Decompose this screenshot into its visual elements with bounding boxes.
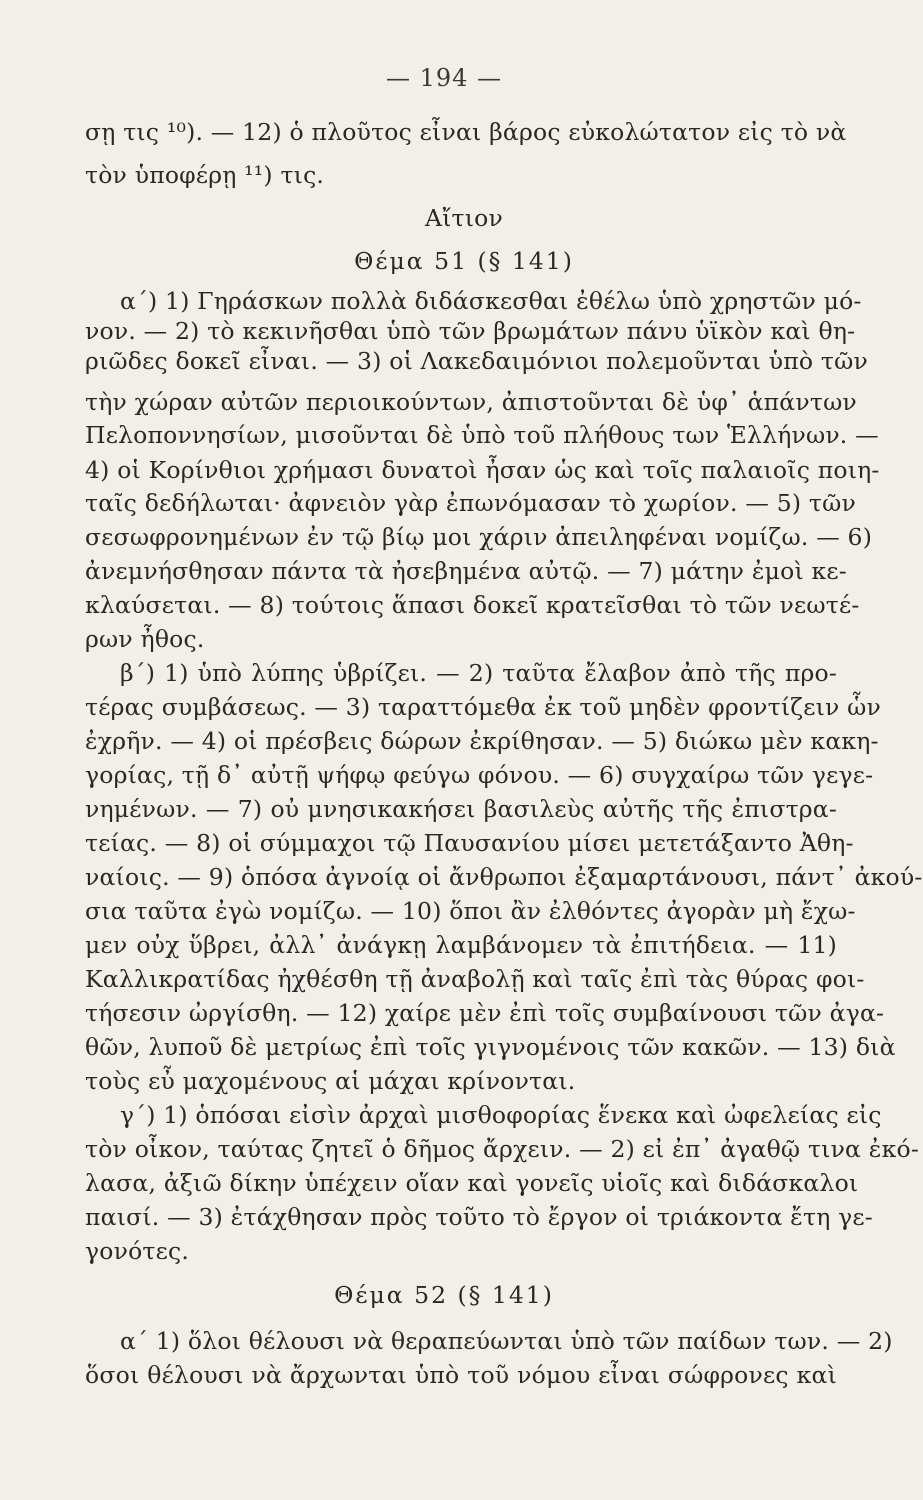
text-line: σεσωφρονημένων ἐν τῷ βίῳ μοι χάριν ἀπειληφέναι νομίζω. — 6) — [85, 523, 873, 551]
text-line: γ΄) 1) ὁπόσαι εἰσὶν ἀρχαὶ μισθοφορίας ἕνεκα καὶ ὠφελείας εἰς — [120, 1101, 882, 1129]
text-line: ταῖς δεδήλωται· ἀφνειὸν γὰρ ἐπωνόμασαν τὸ χωρίον. — 5) τῶν — [85, 489, 856, 517]
text-line: ἀνεμνήσθησαν πάντα τὰ ἠσεβημένα αὐτῷ. — 7) μάτην ἐμοὶ κε- — [85, 557, 847, 585]
text-line: νον. — 2) τὸ κεκινῆσθαι ὑπὸ τῶν βρωμάτων πάνυ ὑϊκὸν καὶ θη- — [85, 317, 856, 345]
text-line: τὴν χώραν αὐτῶν περιοικούντων, ἀπιστοῦνται δὲ ὑφ᾽ ἁπάντων — [85, 388, 857, 416]
page-number: — 194 — — [385, 64, 503, 92]
text-line: θῶν, λυποῦ δὲ μετρίως ἐπὶ τοῖς γιγνομένοις τῶν κακῶν. — 13) διὰ — [85, 1033, 896, 1061]
text-line: σῃ τις ¹⁰). — 12) ὁ πλοῦτος εἶναι βάρος εὐκολώτατον εἰς τὸ νὰ — [85, 118, 847, 146]
text-line: ὅσοι θέλουσι νὰ ἄρχωνται ὑπὸ τοῦ νόμου εἶναι σώφρονες καὶ — [85, 1361, 837, 1389]
text-line: τὸν ὑποφέρῃ ¹¹) τις. — [85, 161, 325, 189]
text-line: ναίοις. — 9) ὁπόσα ἀγνοίᾳ οἱ ἄνθρωποι ἐξαμαρτάνουσι, πάντ᾽ ἀκού- — [85, 863, 923, 891]
text-line: τήσεσιν ὠργίσθη. — 12) χαίρε μὲν ἐπὶ τοῖς συμβαίνουσι τῶν ἀγα- — [85, 999, 885, 1027]
text-line: τὸν οἶκον, ταύτας ζητεῖ ὁ δῆμος ἄρχειν. — 2) εἰ ἐπ᾽ ἀγαθῷ τινα ἐκό- — [85, 1135, 919, 1163]
text-line: ἐχρῆν. — 4) οἱ πρέσβεις δώρων ἐκρίθησαν. — 5) διώκω μὲν κακη- — [85, 727, 879, 755]
text-line: τέρας συμβάσεως. — 3) ταραττόμεθα ἐκ τοῦ μηδὲν φροντίζειν ὧν — [85, 693, 882, 721]
section-heading: Θέμα 52 (§ 141) — [334, 1281, 554, 1309]
text-line: 4) οἱ Κορίνθιοι χρήμασι δυνατοὶ ἦσαν ὡς καὶ τοῖς παλαιοῖς ποιη- — [85, 456, 880, 484]
text-line: ρων ἦθος. — [85, 625, 205, 653]
text-line: γορίας, τῇ δ᾽ αὐτῇ ψήφῳ φεύγω φόνου. — 6) συγχαίρω τῶν γεγε- — [85, 761, 874, 789]
text-line: α΄) 1) Γηράσκων πολλὰ διδάσκεσθαι ἐθέλω ὑπὸ χρηστῶν μό- — [120, 287, 862, 315]
text-line: λασα, ἀξιῶ δίκην ὑπέχειν οἵαν καὶ γονεῖς υἱοῖς καὶ διδάσκαλοι — [85, 1169, 859, 1197]
text-line: τείας. — 8) οἱ σύμμαχοι τῷ Παυσανίου μίσει μετετάξαντο Ἀθη- — [85, 829, 854, 857]
section-heading: Θέμα 51 (§ 141) — [354, 247, 574, 275]
text-line: μεν οὐχ ὕβρει, ἀλλ᾽ ἀνάγκῃ λαμβάνομεν τὰ ἐπιτήδεια. — 11) — [85, 931, 837, 959]
text-line: τοὺς εὖ μαχομένους αἱ μάχαι κρίνονται. — [85, 1067, 576, 1095]
text-line: α΄ 1) ὅλοι θέλουσι νὰ θεραπεύωνται ὑπὸ τῶν παίδων των. — 2) — [120, 1327, 893, 1355]
text-line: κλαύσεται. — 8) τούτοις ἅπασι δοκεῖ κρατεῖσθαι τὸ τῶν νεωτέ- — [85, 591, 860, 619]
section-subheading: Αἴτιον — [424, 204, 504, 232]
text-line: σια ταῦτα ἐγὼ νομίζω. — 10) ὅποι ἂν ἐλθόντες ἀγορὰν μὴ ἔχω- — [85, 897, 856, 925]
text-line: ριῶδες δοκεῖ εἶναι. — 3) οἱ Λακεδαιμόνιοι πολεμοῦνται ὑπὸ τῶν — [85, 347, 868, 375]
text-line: γονότες. — [85, 1237, 190, 1265]
text-line: νημένων. — 7) οὐ μνησικακήσει βασιλεὺς αὐτῆς τῆς ἐπιστρα- — [85, 795, 837, 823]
text-line: παισί. — 3) ἐτάχθησαν πρὸς τοῦτο τὸ ἔργον οἱ τριάκοντα ἔτη γε- — [85, 1203, 873, 1231]
text-line: Πελοποννησίων, μισοῦνται δὲ ὑπὸ τοῦ πλήθους των Ἑλλήνων. — — [85, 421, 879, 449]
text-line: β΄) 1) ὑπὸ λύπης ὑβρίζει. — 2) ταῦτα ἔλαβον ἀπὸ τῆς προ- — [120, 659, 837, 687]
text-line: Καλλικρατίδας ἠχθέσθη τῇ ἀναβολῇ καὶ ταῖς ἐπὶ τὰς θύρας φοι- — [85, 965, 865, 993]
